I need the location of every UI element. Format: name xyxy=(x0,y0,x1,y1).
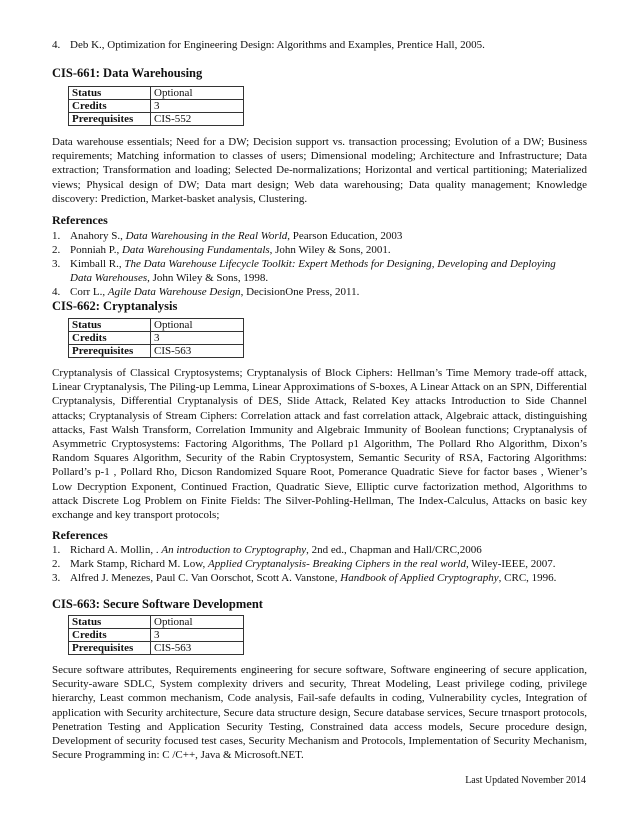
credits-label: Credits xyxy=(69,629,151,642)
status-label: Status xyxy=(69,319,151,332)
reference-title: Agile Data Warehouse Design xyxy=(107,286,241,298)
course-title-cis663: CIS-663: Secure Software Development xyxy=(52,597,263,611)
course-description-cis663: Secure software attributes, Requirements engineering for secure software, Software engineering of secure application, Security-aware SDLC, System complexity drivers and security, Threat Modeling, Least privilege coding, privilege hierarchy, Least common mechanism, Code analysis, Fail-safe defaults in coding, Vulnerability cycles, Integration of application with Security architecture, Secure data structure design, Secure database services, Secure trnasport protocols, Penetration Testing and Application Security Testing, Constrained data access models, Secure procedure design, Development of security focused test cases, Security Mechanism and Protocols, Implementation of Security Mechanism, Secure Programming in: C /C++, Java & Microsoft.NET. xyxy=(52,664,587,762)
reference-title: Data Warehousing in the Real World xyxy=(125,230,288,242)
credits-label: Credits xyxy=(69,332,151,345)
credits-label: Credits xyxy=(69,100,151,113)
status-value: Optional xyxy=(151,319,244,332)
prereq-label: Prerequisites xyxy=(69,642,151,655)
reference-number: 4. xyxy=(52,39,61,51)
reference-text: Deb K., Optimization for Engineering Design: Algorithms and Examples, Prentice Hall, 2005. xyxy=(70,39,485,51)
course-description-cis662: Cryptanalysis of Classical Cryptosystems; Cryptanalysis of Block Ciphers: Hellman’s Time Memory trade-off attack, Linear Cryptanalysis, The Piling-up Lemma, Linear Approximations of S-boxes, A Linear Attack on an SPN, Differential Cryptanalysis, Differential Cryptanalysis of DES, Slide Attack, Related Key attacks Introduction to Side Channel attacks; Cryptanalysis of Stream Ciphers: Correlation attack and fast correlation attack, Algebraic attack, distinguishing attacks, Fast Walsh Transform, Correlation Immunity and Algebraic Immunity of Boolean functions; Cryptanalysis of Asymmetric Cryptosystems: Factoring Algorithms, The Pollard p1 Algorithm, The Pollard Rho Algorithm, Dixon’s Random Squares Algorithm, Security of the Rabin Cryptosystem, Semantic Security of RSA, Factoring Algorithms: Pollard’s p-1 , Pollard Rho, Dicson Randomized Square Root, Pomerance Quadratic Sieve for factor bases , Wiener’s Low Decryption Exponent, Continued Fraction, Quadratic Sieve, Elliptic curve factorization method, Algorithms to attack Discrete Log Problem on Finite Fields: The Silver-Pohling-Hellman, The Index-Calculus, Attacks on basic key exchange and key transport protocols; xyxy=(52,367,587,522)
credits-value: 3 xyxy=(151,100,244,113)
status-value: Optional xyxy=(151,616,244,629)
carryover-reference xyxy=(52,38,485,52)
reference-title: Handbook of Applied Cryptography xyxy=(340,572,499,584)
credits-value: 3 xyxy=(151,629,244,642)
reference-item: 2. Mark Stamp, Richard M. Low, Applied Cryptanalysis- Breaking Ciphers in the real world, Wiley-IEEE, 2007. xyxy=(52,558,556,570)
prereq-value: CIS-563 xyxy=(151,642,244,655)
prereq-label: Prerequisites xyxy=(69,113,151,126)
course-title-cis661: CIS-661: Data Warehousing xyxy=(52,66,203,80)
status-value: Optional xyxy=(151,87,244,100)
course-info-table-cis661 xyxy=(68,86,244,126)
course-info-table-cis663 xyxy=(68,615,244,655)
course-description-cis661: Data warehouse essentials; Need for a DW; Decision support vs. transaction processing; Evolution of a DW; Business requirements; Matching information to classes of users; Dimensional modeling; Architecture and Infrastructure; Data extraction; Transformation and loading; Selected De-normalizations; Horizontal and vertical partitioning; Materialized views; Physical design of DW; Data mart design; Web data warehousing; Data quality management; Knowledge discovery: Prediction, Market-basket analysis, Clustering. xyxy=(52,136,587,205)
reference-item: 1. Anahory S., Data Warehousing in the Real World, Pearson Education, 2003 xyxy=(52,230,403,242)
course-title-cis662: CIS-662: Cryptanalysis xyxy=(52,299,178,313)
reference-item: 4. Corr L., Agile Data Warehouse Design, DecisionOne Press, 2011. xyxy=(52,286,360,298)
reference-title: Data Warehousing Fundamentals xyxy=(121,244,270,256)
reference-item: 3. Kimball R., The Data Warehouse Lifecycle Toolkit: Expert Methods for Designing, Developing and Deploying Data Warehouses, John Wiley & Sons, 1998. xyxy=(52,258,556,284)
reference-item: 2. Ponniah P., Data Warehousing Fundamentals, John Wiley & Sons, 2001. xyxy=(52,244,391,256)
course-info-table-cis662 xyxy=(68,318,244,358)
footer-last-updated: Last Updated November 2014 xyxy=(465,775,586,786)
status-label: Status xyxy=(69,87,151,100)
prereq-value: CIS-552 xyxy=(151,113,244,126)
prereq-label: Prerequisites xyxy=(69,345,151,358)
references-heading-cis662: References xyxy=(52,528,108,542)
reference-title: Applied Cryptanalysis- Breaking Ciphers in the real world xyxy=(208,558,466,570)
reference-item: 3. Alfred J. Menezes, Paul C. Van Oorschot, Scott A. Vanstone, Handbook of Applied Cryptography, CRC, 1996. xyxy=(52,572,557,584)
credits-value: 3 xyxy=(151,332,244,345)
status-label: Status xyxy=(69,616,151,629)
reference-item: 1. Richard A. Mollin, . An introduction to Cryptography, 2nd ed., Chapman and Hall/CRC,2006 xyxy=(52,544,482,556)
reference-title: The Data Warehouse Lifecycle Toolkit: Expert Methods for Designing, Developing and Deploying Data Warehouses xyxy=(70,258,556,284)
reference-title: An introduction to Cryptography xyxy=(161,544,307,556)
prereq-value: CIS-563 xyxy=(151,345,244,358)
references-heading-cis661: References xyxy=(52,213,108,227)
